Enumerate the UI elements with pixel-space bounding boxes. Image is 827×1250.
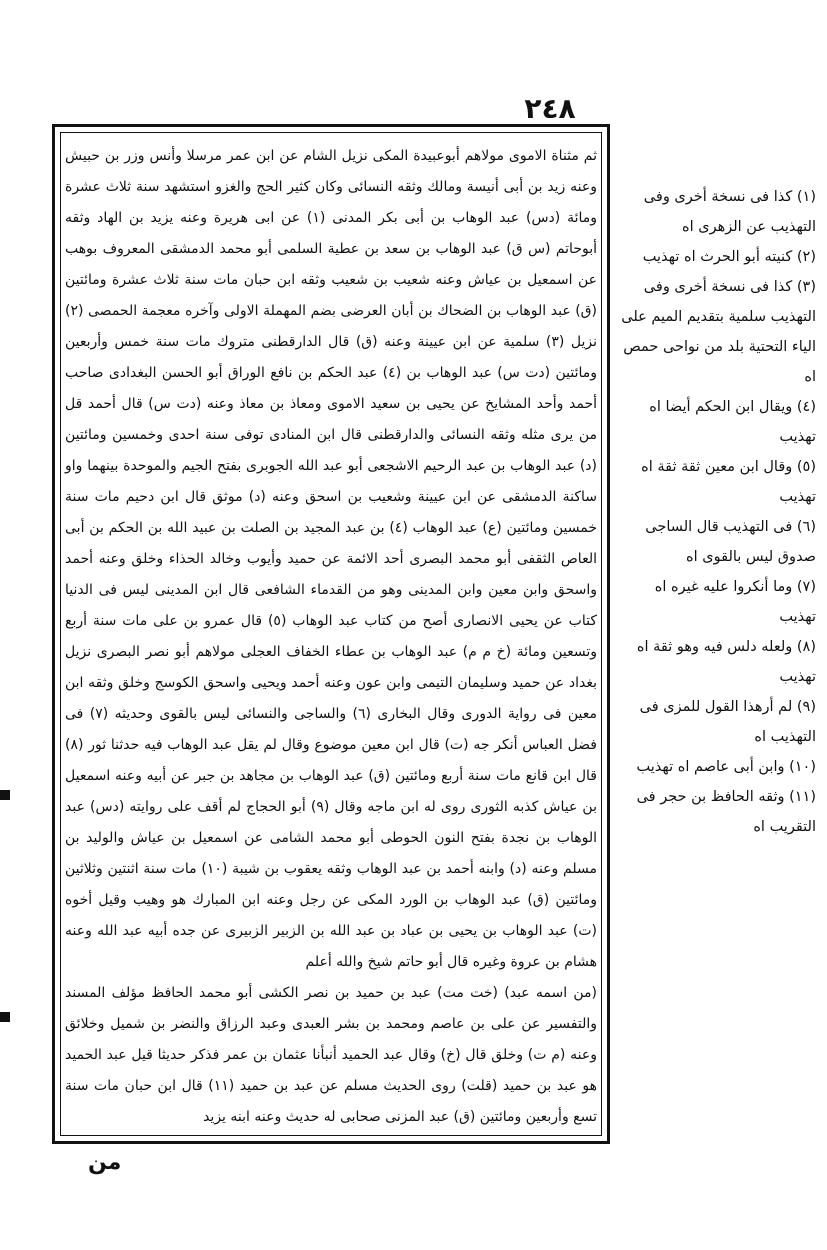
- paragraph-abd: (من اسمه عبد) (خت مت) عبد بن حميد بن نصر الكشى أبو محمد الحافظ مؤلف المسند والتفسير عن على بن عاصم ومحمد بن بشر العبدى وعبد الرزاق والنضر بن شميل وخلائق وعنه (م ت) وخلق قال (خ) وقال عبد الحميد أنبأنا عثمان بن عمر فذكر حديثا قيل عبد الحميد هو عبد بن حميد (قلت) روى الحديث مسلم عن عبد بن حميد (١١) قال ابن حبان مات سنة تسع وأربعين ومائتين (ق) عبد المزنى صحابى له حديث وعنه ابنه يزيد: [65, 985, 597, 1125]
- main-text-frame: [52, 124, 610, 1144]
- footnote: (١) كذا فى نسخة أخرى وفى التهذيب عن الزهرى اه: [643, 189, 816, 235]
- footnote: (٢) كنيته أبو الحرث اه تهذيب: [642, 249, 816, 265]
- footnote: (٨) ولعله دلس فيه وهو ثقة اه تهذيب: [636, 639, 816, 685]
- footnote: (٦) فى التهذيب قال الساجى صدوق ليس بالقوى اه: [645, 519, 816, 565]
- footnote: (٣) كذا فى نسخة أخرى وفى التهذيب سلمية بتقديم الميم على الياء التحتية بلد من نواحى حمص اه: [621, 279, 816, 385]
- catchword: من: [88, 1150, 122, 1175]
- footnote: (٧) وما أنكروا عليه غيره اه تهذيب: [654, 579, 816, 625]
- footnote: (٩) لم أرهذا القول للمزى فى التهذيب اه: [639, 699, 816, 745]
- scan-edge-mark: [0, 790, 10, 800]
- page-number: ٢٤٨: [524, 92, 576, 125]
- marginal-footnotes: [618, 182, 816, 842]
- main-body-text: [65, 141, 597, 1131]
- scan-edge-mark: [0, 1012, 10, 1022]
- footnote: (١٠) وابن أبى عاصم اه تهذيب: [636, 759, 816, 775]
- footnote: (١١) وثقه الحافظ بن حجر فى التقريب اه: [636, 789, 816, 835]
- footnote: (٥) وقال ابن معين ثقة ثقة اه تهذيب: [641, 459, 816, 505]
- paragraph-abd-al-wahhab: ثم مثناة الاموى مولاهم أبوعبيدة المكى نزيل الشام عن ابن عمر مرسلا وأنس وزر بن حبيش وعنه زيد بن أبى أنيسة ومالك وثقه النسائى وكان كثير الحج والغزو استشهد سنة ثلاث عشرة ومائة (دس) عبد الوهاب بن أبى بكر المدنى (١) عن ابى هريرة وعنه يزيد بن الهاد وثقه أبوحاتم (س ق) عبد الوهاب بن سعد بن عطية السلمى أبو محمد الدمشقى المعروف بوهب عن اسمعيل بن عياش وعنه شعيب بن شعيب وثقه ابن حبان مات سنة ثلاث عشرة ومائتين (ق) عبد الوهاب بن الضحاك بن أبان العرضى بضم المهملة الاولى وآخره معجمة الحمصى (٢) نزيل (٣) سلمية عن ابن عيينة وعنه (ق) قال الدارقطنى متروك مات سنة خمس وأربعين ومائتين (دت س) عبد الوهاب بن (٤) عبد الحكم بن نافع الوراق أبو الحسن البغدادى صاحب أحمد وأحد المشايخ عن يحيى بن سعيد الاموى ومعاذ بن معاذ وعنه (دت س) قال أحمد قل من يرى مثله وثقه النسائى والدارقطنى قال ابن المنادى توفى سنة احدى وخمسين ومائتين (د) عبد الوهاب بن عبد الرحيم الاشجعى أبو عبد الله الجوبرى بفتح الجيم والموحدة بينهما واو ساكنة الدمشقى عن ابن عيينة وشعيب بن اسحق وعنه (د) موثق قال ابن دحيم مات سنة خمسين ومائتين (ع) عبد الوهاب (٤) بن عبد المجيد بن الصلت بن عبيد الله بن الحكم بن أبى العاص الثقفى أبو محمد البصرى أحد الائمة عن حميد وأيوب وخالد الحذاء وخلق وعنه أحمد واسحق وابن معين وابن المدينى وهو من القدماء الشافعى قال ابن المدينى ليس فى الدنيا كتاب عن يحيى الانصارى أصح من كتاب عبد الوهاب (٥) قال عمرو بن على مات سنة أربع وتسعين ومائة (خ م م) عبد الوهاب بن عطاء الخفاف العجلى مولاهم أبو نصر البصرى نزيل بغداد عن حميد وسليمان التيمى وابن عون وعنه أحمد ويحيى واسحق الكوسج وخلق وثقه ابن معين فى رواية الدورى وقال البخارى (٦) والساجى والنسائى ليس بالقوى وحديثه (٧) فى فضل العباس أنكر جه (ت) قال ابن معين موضوع وقال لم يقل عبد الوهاب فيه حدثنا ثور (٨) قال ابن قانع مات سنة أربع ومائتين (ق) عبد الوهاب بن مجاهد بن جبر عن أبيه وعنه اسمعيل بن عياش كذبه الثورى روى له ابن ماجه وقال (٩) أبو الحجاج لم أقف على روايته (دس) عبد الوهاب بن نجدة بفتح النون الحوطى أبو محمد الشامى عن اسمعيل بن عياش والوليد بن مسلم وعنه (د) وابنه أحمد بن عبد الوهاب وثقه يعقوب بن شيبة (١٠) مات سنة اثنتين وثلاثين ومائتين (ق) عبد الوهاب بن الورد المكى عن رجل وعنه ابن المبارك هو وهيب وقيل أخوه (ت) عبد الوهاب بن يحيى بن عباد بن عبد الله بن الزبير الزبيرى عن جده أبيه عبد الله وعنه هشام بن عروة وغيره قال أبو حاتم شيخ والله أعلم: [65, 148, 598, 970]
- footnote: (٤) ويقال ابن الحكم أيضا اه تهذيب: [649, 399, 816, 445]
